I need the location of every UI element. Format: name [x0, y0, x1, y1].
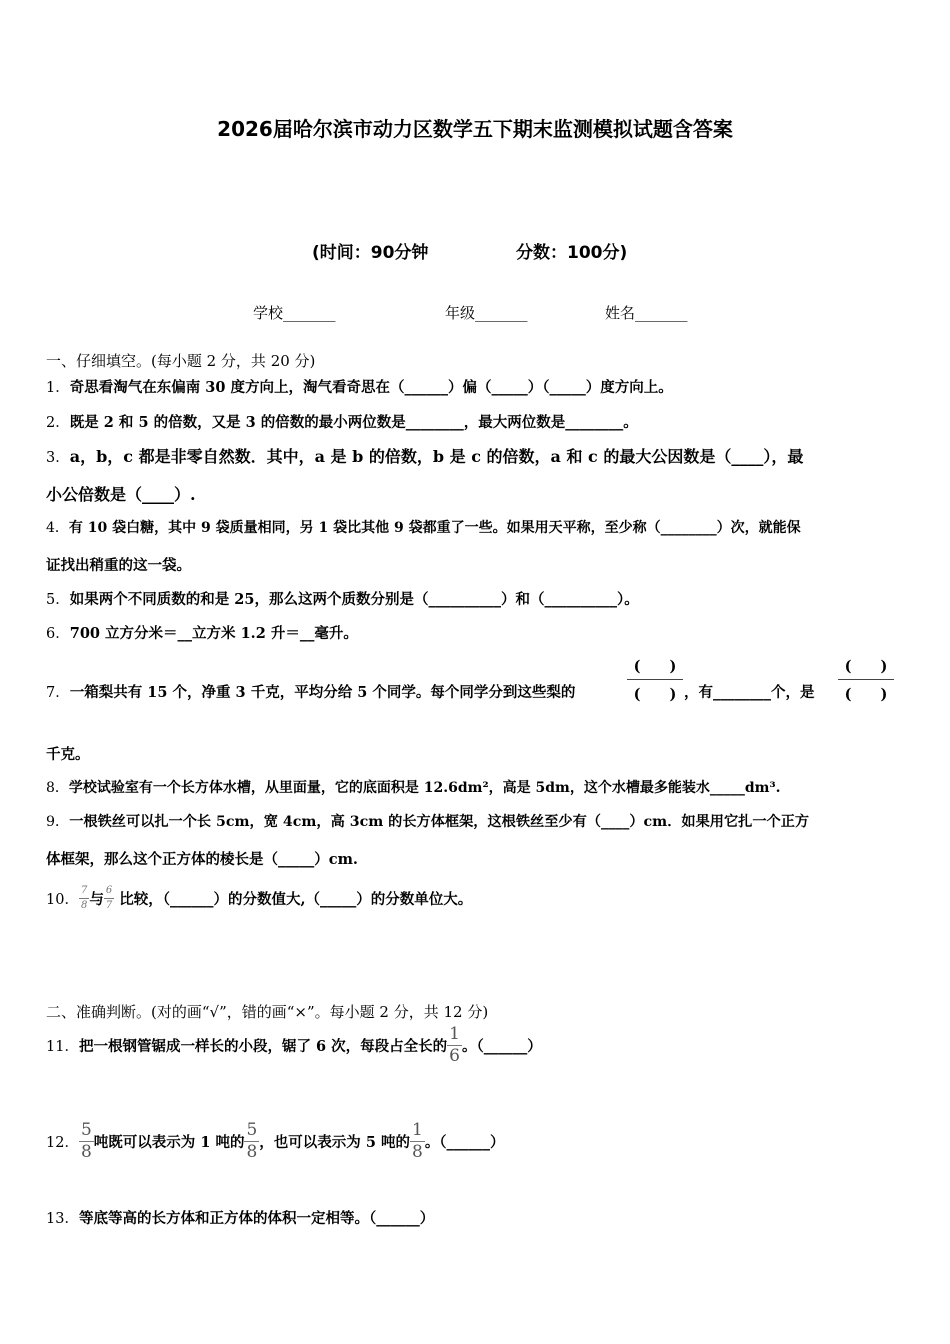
- question-text: a，b，c 都是非零自然数．其中，a 是 b 的倍数，b 是 c 的倍数，a 和 c 的最大公因数是（____），最: [69, 447, 804, 466]
- question-number: 7．: [46, 685, 70, 701]
- question-9: [46, 811, 809, 831]
- question-1: [46, 376, 673, 397]
- fraction-1-8: $\frac{1}{8}$: [411, 1120, 423, 1162]
- question-number: 11．: [46, 1039, 79, 1055]
- question-text: 既是 2 和 5 的倍数，又是 3 的倍数的最小两位数是________，最大两位数是________。: [69, 414, 638, 431]
- grade-field: 年级_______: [445, 304, 528, 322]
- fraction-6-7: $\frac{6}{7}$: [105, 885, 113, 911]
- question-number: 6．: [46, 626, 70, 642]
- question-7-continued: 千克。: [46, 746, 90, 763]
- question-number: 4．: [46, 520, 69, 536]
- question-4-continued: 证找出稍重的这一袋。: [46, 557, 191, 574]
- question-number: 1．: [46, 380, 70, 396]
- fraction-numerator: ( ): [633, 658, 677, 675]
- name-field: 姓名_______: [605, 304, 688, 322]
- question-4: [46, 517, 801, 537]
- question-text: 一根铁丝可以扎一个长 5cm，宽 4cm，高 3cm 的长方体框架，这根铁丝至少有（____）cm．如果用它扎一个正方: [69, 814, 810, 830]
- fraction-1-6: $\frac{1}{6}$: [449, 1024, 460, 1066]
- question-12: [46, 1122, 505, 1161]
- question-6: [46, 622, 358, 643]
- section-1-heading: 一、仔细填空。(每小题 2 分，共 20 分): [46, 352, 316, 370]
- question-11: [46, 1026, 542, 1065]
- question-tail: 。（______）: [461, 1038, 542, 1055]
- question-text: 奇思看淘气在东偏南 30 度方向上，淘气看奇思在（______）偏（_____）（_____）度方向上。: [69, 379, 673, 396]
- question-number: 3．: [46, 450, 70, 466]
- fraction-5-8-b: $\frac{5}{8}$: [246, 1120, 258, 1162]
- school-field: 学校_______: [253, 304, 336, 322]
- blank-fraction-1: [627, 655, 683, 704]
- question-number: 13．: [46, 1211, 79, 1227]
- fraction-5-8-a: $\frac{5}{8}$: [80, 1120, 92, 1162]
- question-text: 有 10 袋白糖，其中 9 袋质量相同，另 1 袋比其他 9 袋都重了一些。如果用天平称，至少称（________）次，就能保: [68, 520, 801, 536]
- question-text: 一箱梨共有 15 个，净重 3 千克，平均分给 5 个同学。每个同学分到这些梨的: [69, 684, 576, 701]
- question-text-b: ，也可以表示为 5 吨的: [259, 1134, 410, 1151]
- question-number: 2．: [46, 415, 70, 431]
- question-text: 学校试验室有一个长方体水槽，从里面量，它的底面积是 12.6dm²，高是 5dm，这个水槽最多能装水_____dm³.: [68, 780, 781, 796]
- question-3-continued: 小公倍数是（____）.: [46, 485, 196, 504]
- question-tail: 。（______）: [424, 1134, 505, 1151]
- question-and: 与: [89, 891, 104, 908]
- question-5: [46, 588, 639, 609]
- question-number: 12．: [46, 1135, 79, 1151]
- question-number: 5．: [46, 592, 70, 608]
- question-text: 把一根钢管锯成一样长的小段，锯了 6 次，每段占全长的: [78, 1038, 448, 1055]
- fraction-7-8: $\frac{7}{8}$: [80, 885, 88, 911]
- question-number: 9．: [46, 814, 70, 830]
- question-7: [46, 681, 575, 702]
- question-13: [46, 1207, 434, 1228]
- fraction-numerator: ( ): [844, 658, 888, 675]
- question-number: 10．: [46, 892, 79, 908]
- fraction-denominator: ( ): [633, 686, 677, 703]
- exam-time: (时间：90分钟: [312, 243, 429, 263]
- page-title: 2026届哈尔滨市动力区数学五下期末监测模拟试题含答案: [217, 117, 733, 141]
- question-9-continued: 体框架，那么这个正方体的棱长是（_____）cm.: [46, 851, 358, 868]
- fraction-denominator: ( ): [844, 686, 888, 703]
- question-text: 等底等高的长方体和正方体的体积一定相等。（______）: [78, 1210, 435, 1227]
- question-10: [46, 886, 472, 911]
- exam-score: 分数：100分): [516, 243, 628, 263]
- blank-fraction-2: [838, 655, 894, 704]
- question-3: [46, 444, 803, 467]
- question-text: 700 立方分米＝__立方米 1.2 升＝__毫升。: [69, 625, 358, 642]
- question-text-a: 吨既可以表示为 1 吨的: [93, 1134, 245, 1151]
- question-8: [46, 777, 780, 797]
- question-number: 8．: [46, 780, 69, 796]
- question-text: 比较，（______）的分数值大,（_____）的分数单位大。: [114, 891, 473, 908]
- question-7-text-b: ，有________个，是: [684, 684, 815, 701]
- question-text: 如果两个不同质数的和是 25，那么这两个质数分别是（__________）和（__________）。: [69, 591, 639, 608]
- section-2-heading: 二、准确判断。(对的画“√”，错的画“×”。每小题 2 分，共 12 分): [46, 1003, 489, 1021]
- question-2: [46, 411, 638, 432]
